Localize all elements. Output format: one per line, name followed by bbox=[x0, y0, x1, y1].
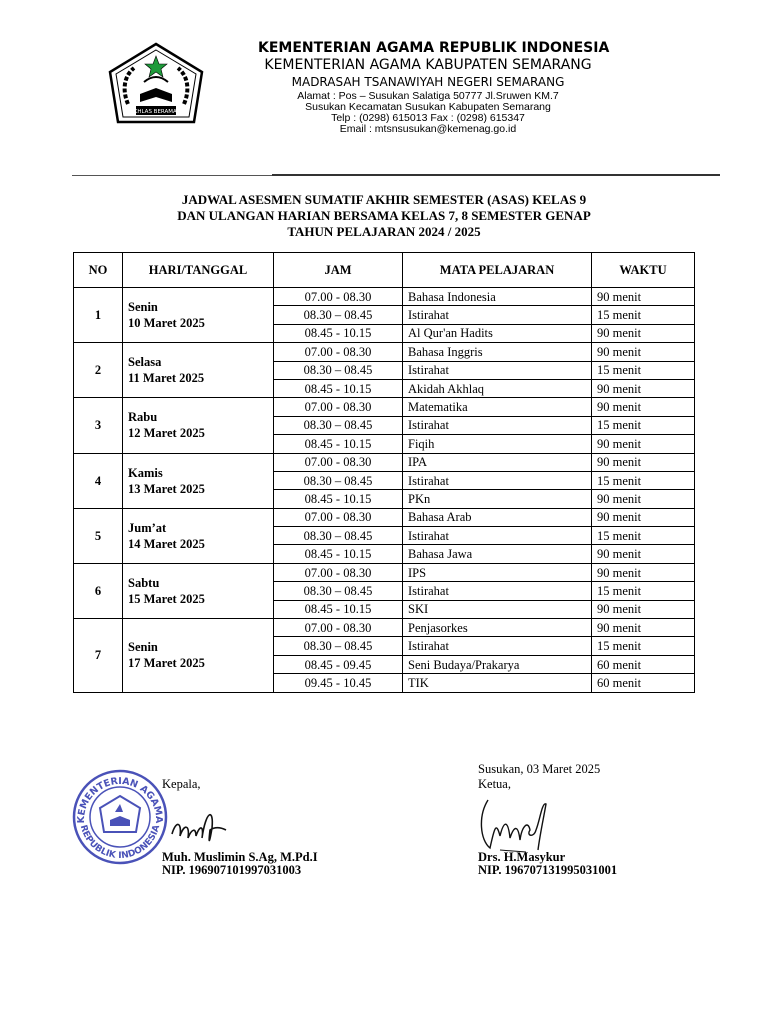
session-duration: 60 menit bbox=[592, 674, 695, 692]
stamp-text-bottom: REPUBLIK INDONESIA bbox=[77, 823, 163, 862]
session-duration: 15 menit bbox=[592, 361, 695, 379]
principal-role: Kepala, bbox=[162, 777, 201, 791]
principal-name: Muh. Muslimin S.Ag, M.Pd.I bbox=[162, 850, 318, 864]
place-date: Susukan, 03 Maret 2025 bbox=[478, 762, 601, 776]
table-row bbox=[74, 288, 695, 306]
session-subject: Istirahat bbox=[403, 637, 592, 655]
session-time: 08.30 – 08.45 bbox=[274, 582, 403, 600]
day-date-cell bbox=[123, 563, 274, 618]
session-duration: 90 menit bbox=[592, 453, 695, 471]
session-time: 08.30 – 08.45 bbox=[274, 637, 403, 655]
session-duration: 90 menit bbox=[592, 545, 695, 563]
document-title: JADWAL ASESMEN SUMATIF AKHIR SEMESTER (ASAS) KELAS 9 bbox=[181, 192, 587, 207]
session-time: 07.00 - 08.30 bbox=[274, 619, 403, 637]
chair-name: Drs. H.Masykur bbox=[478, 850, 566, 864]
session-subject: Bahasa Jawa bbox=[403, 545, 592, 563]
day-date: 10 Maret 2025 bbox=[128, 316, 205, 331]
letterhead-divider-thick bbox=[272, 174, 720, 176]
session-duration: 15 menit bbox=[592, 582, 695, 600]
session-subject: Fiqih bbox=[403, 435, 592, 453]
letterhead-office: KEMENTERIAN AGAMA KABUPATEN SEMARANG bbox=[264, 57, 592, 73]
table-row bbox=[74, 453, 695, 471]
session-time: 07.00 - 08.30 bbox=[274, 398, 403, 416]
header-day-date: HARI/TANGGAL bbox=[123, 253, 274, 288]
session-subject: Al Qur'an Hadits bbox=[403, 324, 592, 342]
session-time: 07.00 - 08.30 bbox=[274, 288, 403, 306]
session-subject: Istirahat bbox=[403, 306, 592, 324]
header-duration: WAKTU bbox=[592, 253, 695, 288]
table-row bbox=[74, 343, 695, 361]
day-name: Senin bbox=[128, 300, 158, 315]
session-time: 07.00 - 08.30 bbox=[274, 563, 403, 581]
session-time: 08.45 - 10.15 bbox=[274, 324, 403, 342]
letterhead-email: Email : mtsnsusukan@kemenag.go.id bbox=[339, 123, 517, 135]
session-time: 07.00 - 08.30 bbox=[274, 508, 403, 526]
session-subject: Matematika bbox=[403, 398, 592, 416]
schedule-body bbox=[74, 288, 695, 693]
session-duration: 90 menit bbox=[592, 435, 695, 453]
session-time: 09.45 - 10.45 bbox=[274, 674, 403, 692]
day-number: 4 bbox=[74, 453, 123, 508]
header-time: JAM bbox=[274, 253, 403, 288]
session-time: 08.30 – 08.45 bbox=[274, 416, 403, 434]
session-duration: 60 menit bbox=[592, 655, 695, 673]
session-subject: Istirahat bbox=[403, 582, 592, 600]
session-time: 08.45 - 10.15 bbox=[274, 379, 403, 397]
session-subject: SKI bbox=[403, 600, 592, 618]
session-duration: 90 menit bbox=[592, 379, 695, 397]
session-duration: 90 menit bbox=[592, 324, 695, 342]
session-duration: 90 menit bbox=[592, 600, 695, 618]
session-time: 07.00 - 08.30 bbox=[274, 453, 403, 471]
session-subject: Bahasa Indonesia bbox=[403, 288, 592, 306]
day-date: 14 Maret 2025 bbox=[128, 536, 205, 551]
day-number: 7 bbox=[74, 619, 123, 693]
academic-year: TAHUN PELAJARAN 2024 / 2025 bbox=[287, 224, 481, 239]
session-time: 07.00 - 08.30 bbox=[274, 343, 403, 361]
day-name: Senin bbox=[128, 640, 158, 655]
session-time: 08.30 – 08.45 bbox=[274, 306, 403, 324]
schedule-table bbox=[73, 252, 695, 693]
day-date-cell bbox=[123, 288, 274, 343]
session-time: 08.30 – 08.45 bbox=[274, 527, 403, 545]
chair-role: Ketua, bbox=[478, 777, 511, 791]
letterhead-address-2: Susukan Kecamatan Susukan Kabupaten Semarang bbox=[305, 101, 551, 113]
letterhead-phone: Telp : (0298) 615013 Fax : (0298) 615347 bbox=[331, 112, 525, 124]
logo-motto: IKHLAS BERAMAL bbox=[132, 109, 180, 115]
document-subtitle: DAN ULANGAN HARIAN BERSAMA KELAS 7, 8 SEMESTER GENAP bbox=[177, 208, 591, 223]
session-time: 08.30 – 08.45 bbox=[274, 361, 403, 379]
session-duration: 90 menit bbox=[592, 490, 695, 508]
session-duration: 15 menit bbox=[592, 471, 695, 489]
stamp-text-top: KEMENTERIAN AGAMA bbox=[75, 775, 165, 824]
session-time: 08.45 - 09.45 bbox=[274, 655, 403, 673]
table-row bbox=[74, 398, 695, 416]
session-duration: 15 menit bbox=[592, 416, 695, 434]
day-date-cell bbox=[123, 508, 274, 563]
day-number: 1 bbox=[74, 288, 123, 343]
day-date: 13 Maret 2025 bbox=[128, 481, 205, 496]
session-duration: 90 menit bbox=[592, 508, 695, 526]
session-duration: 90 menit bbox=[592, 288, 695, 306]
day-number: 3 bbox=[74, 398, 123, 453]
principal-signature bbox=[168, 800, 230, 850]
session-subject: Seni Budaya/Prakarya bbox=[403, 655, 592, 673]
session-subject: PKn bbox=[403, 490, 592, 508]
session-subject: Istirahat bbox=[403, 361, 592, 379]
day-date: 17 Maret 2025 bbox=[128, 656, 205, 671]
session-subject: IPA bbox=[403, 453, 592, 471]
session-duration: 90 menit bbox=[592, 619, 695, 637]
day-name: Rabu bbox=[128, 410, 158, 425]
session-subject: Istirahat bbox=[403, 416, 592, 434]
table-row bbox=[74, 619, 695, 637]
session-subject: Istirahat bbox=[403, 471, 592, 489]
letterhead-address: Alamat : Pos – Susukan Salatiga 50777 Jl.Sruwen KM.7 bbox=[297, 90, 559, 102]
letterhead-school: MADRASAH TSANAWIYAH NEGERI SEMARANG bbox=[291, 75, 565, 89]
session-subject: Istirahat bbox=[403, 527, 592, 545]
session-duration: 15 menit bbox=[592, 637, 695, 655]
session-subject: Bahasa Arab bbox=[403, 508, 592, 526]
day-name: Selasa bbox=[128, 355, 162, 370]
session-subject: Penjasorkes bbox=[403, 619, 592, 637]
principal-nip: NIP. 196907101997031003 bbox=[162, 863, 302, 877]
session-duration: 90 menit bbox=[592, 563, 695, 581]
session-subject: Bahasa Inggris bbox=[403, 343, 592, 361]
kemenag-logo-icon bbox=[106, 42, 206, 126]
day-date: 15 Maret 2025 bbox=[128, 591, 205, 606]
table-row bbox=[74, 563, 695, 581]
session-time: 08.30 – 08.45 bbox=[274, 471, 403, 489]
day-name: Sabtu bbox=[128, 575, 160, 590]
session-subject: Akidah Akhlaq bbox=[403, 379, 592, 397]
day-date-cell bbox=[123, 398, 274, 453]
session-time: 08.45 - 10.15 bbox=[274, 600, 403, 618]
session-subject: IPS bbox=[403, 563, 592, 581]
header-subject: MATA PELAJARAN bbox=[403, 253, 592, 288]
day-date: 11 Maret 2025 bbox=[128, 371, 205, 386]
day-date-cell bbox=[123, 343, 274, 398]
official-stamp bbox=[70, 768, 170, 866]
day-number: 2 bbox=[74, 343, 123, 398]
day-name: Jum’at bbox=[128, 520, 167, 535]
session-duration: 15 menit bbox=[592, 306, 695, 324]
session-time: 08.45 - 10.15 bbox=[274, 490, 403, 508]
session-time: 08.45 - 10.15 bbox=[274, 545, 403, 563]
day-date: 12 Maret 2025 bbox=[128, 426, 205, 441]
day-name: Kamis bbox=[128, 465, 163, 480]
chair-nip: NIP. 196707131995031001 bbox=[478, 863, 618, 877]
table-header-row bbox=[74, 253, 695, 288]
day-date-cell bbox=[123, 619, 274, 693]
session-time: 08.45 - 10.15 bbox=[274, 435, 403, 453]
session-duration: 90 menit bbox=[592, 343, 695, 361]
day-number: 5 bbox=[74, 508, 123, 563]
table-row bbox=[74, 508, 695, 526]
session-subject: TIK bbox=[403, 674, 592, 692]
letterhead-divider bbox=[72, 175, 272, 176]
svg-text:REPUBLIK INDONESIA bbox=[78, 824, 163, 861]
header-no: NO bbox=[74, 253, 123, 288]
day-number: 6 bbox=[74, 563, 123, 618]
day-date-cell bbox=[123, 453, 274, 508]
letterhead-ministry: KEMENTERIAN AGAMA REPUBLIK INDONESIA bbox=[258, 40, 610, 56]
session-duration: 90 menit bbox=[592, 398, 695, 416]
session-duration: 15 menit bbox=[592, 527, 695, 545]
